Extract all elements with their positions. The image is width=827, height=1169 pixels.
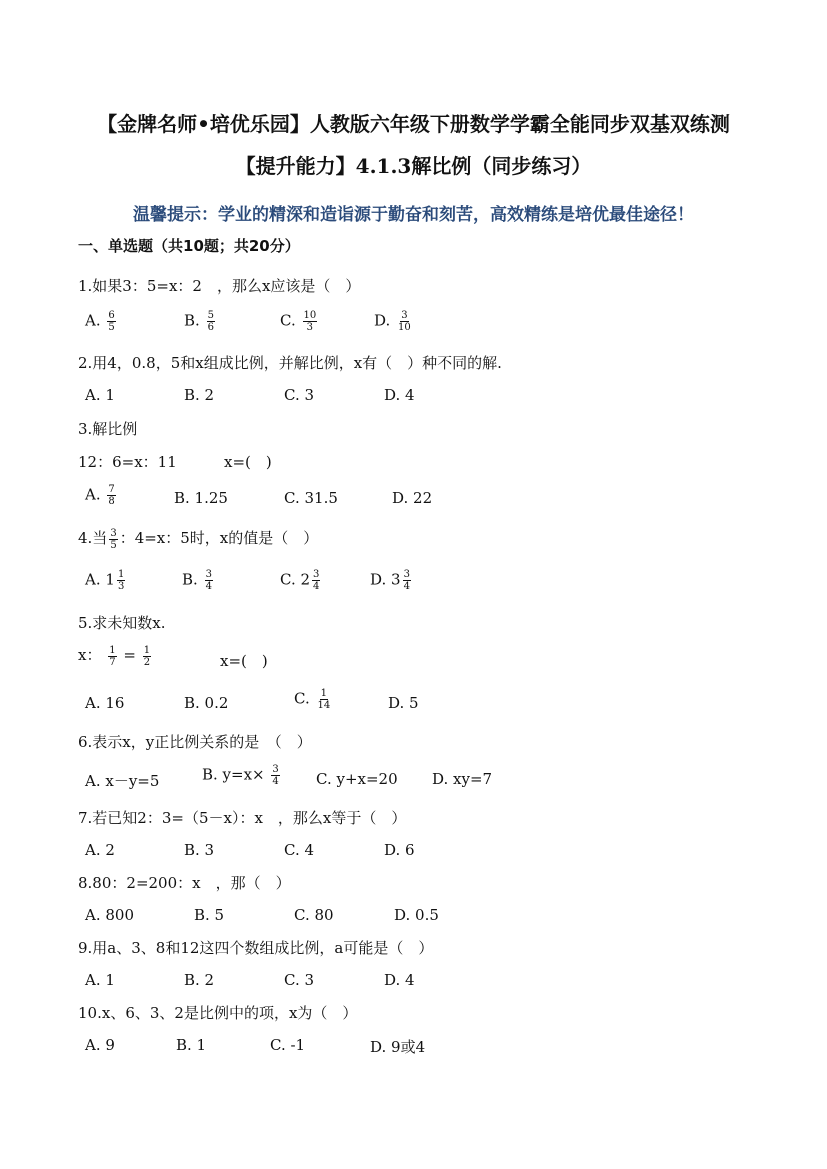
q10-option-a: A. 9 [85,1036,115,1054]
question-3-answer: x=( ) [224,453,272,471]
question-8: 8.80：2=200：x ，那（ ） [78,874,291,892]
document-subtitle: 【提升能力】4.1.3解比例（同步练习） [235,154,592,178]
question-5-equation: x： $\frac{1}{7}$ = $\frac{1}{2}$ [78,644,151,668]
question-7: 7.若已知2：3=（5－x）：x ，那么x等于（ ） [78,809,407,827]
q8-option-d: D. 0.5 [394,906,439,924]
q5-option-b: B. 0.2 [184,694,229,712]
q10-option-c: C. -1 [270,1036,306,1054]
q2-option-b: B. 2 [184,386,215,404]
q6-option-b: B. y=x× $\frac{3}{4}$ [202,764,279,787]
q3-option-b: B. 1.25 [174,489,228,507]
section-heading: 一、单选题（共10题；共20分） [78,237,300,255]
q10-option-d: D. 9或4 [370,1038,426,1056]
question-3: 3.解比例 [78,420,138,438]
question-5: 5.求未知数x. [78,614,166,632]
q4-option-b: B. $\frac{3}{4}$ [182,569,212,592]
q7-option-a: A. 2 [85,841,115,859]
question-4: 4.当 $\frac{3}{5}$ ：4=x：5时，x的值是（ ） [78,527,319,551]
q10-option-b: B. 1 [176,1036,207,1054]
q7-option-d: D. 6 [384,841,415,859]
q5-option-d: D. 5 [388,694,419,712]
q5-option-a: A. 16 [85,694,125,712]
q6-option-c: C. y+x=20 [316,770,398,788]
q8-option-c: C. 80 [294,906,334,924]
q1-option-c: C. $\frac{10}{3}$ [280,310,317,333]
q9-option-b: B. 2 [184,971,215,989]
q4-option-c: C. 2 $\frac{3}{4}$ [280,569,320,592]
q8-option-a: A. 800 [85,906,134,924]
q6-option-d: D. xy=7 [432,770,493,788]
question-2: 2.用4，0.8，5和x组成比例，并解比例，x有（ ）种不同的解. [78,354,502,372]
q2-option-a: A. 1 [85,386,115,404]
question-9: 9.用a、3、8和12这四个数组成比例，a可能是（ ） [78,939,434,957]
q3-option-d: D. 22 [392,489,433,507]
q8-option-b: B. 5 [194,906,225,924]
question-1: 1.如果3：5=x：2 ，那么x应该是（ ） [78,277,361,295]
q4-option-a: A. 1 $\frac{1}{3}$ [85,569,125,592]
q7-option-c: C. 4 [284,841,315,859]
q9-option-d: D. 4 [384,971,415,989]
q1-option-a: A. $\frac{6}{5}$ [85,310,115,333]
q2-option-c: C. 3 [284,386,315,404]
tip-text: 温馨提示：学业的精深和造诣源于勤奋和刻苦，高效精练是培优最佳途径！ [133,205,694,225]
question-10: 10.x、6、3、2是比例中的项，x为（ ） [78,1004,358,1022]
question-3-equation: 12：6=x：11 [78,453,177,471]
question-5-answer: x=( ) [220,652,268,670]
q3-option-a: A. $\frac{7}{8}$ [85,484,115,507]
q9-option-a: A. 1 [85,971,115,989]
q6-option-a: A. x－y=5 [85,772,160,790]
q5-option-c: C. $\frac{1}{14}$ [294,688,331,711]
q4-option-d: D. 3 $\frac{3}{4}$ [370,569,410,592]
q1-option-b: B. $\frac{5}{6}$ [184,310,214,333]
q9-option-c: C. 3 [284,971,315,989]
q2-option-d: D. 4 [384,386,415,404]
q7-option-b: B. 3 [184,841,215,859]
question-6: 6.表示x，y正比例关系的是 （ ） [78,733,312,751]
q3-option-c: C. 31.5 [284,489,338,507]
document-title: 【金牌名师•培优乐园】人教版六年级下册数学学霸全能同步双基双练测 [97,112,730,136]
q1-option-d: D. $\frac{3}{10}$ [374,310,411,333]
